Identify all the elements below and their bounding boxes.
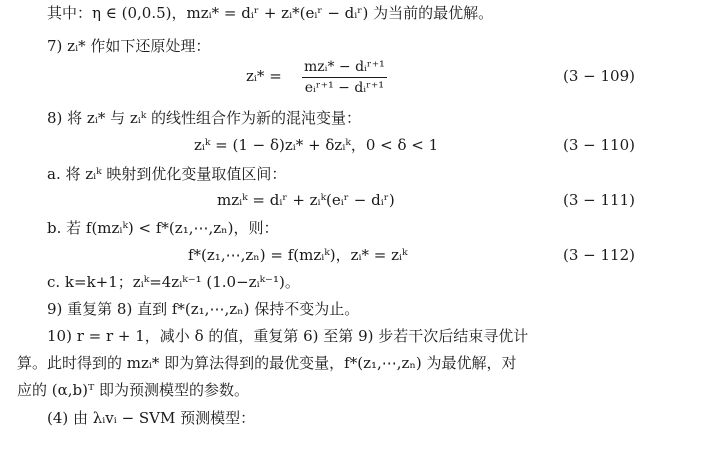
equation-3-110: zᵢᵏ = (1 − δ)zᵢ* + δzᵢᵏ，0 < δ < 1: [194, 136, 439, 154]
step-9-text: 9) 重复第 8) 直到 f*(z₁,⋯,zₙ) 保持不变为止。: [47, 300, 360, 318]
paragraph-continuation-1: 算。此时得到的 mzᵢ* 即为算法得到的最优变量，f*(z₁,⋯,zₙ) 为最优解，对: [17, 354, 517, 372]
text-line-1: 其中：η ∈ (0,0.5)，mzᵢ* = dᵢʳ + zᵢ*(eᵢʳ − dᵢʳ) 为当前的最优解。: [47, 4, 494, 22]
equation-number-3-110: (3 − 110): [563, 136, 635, 154]
paragraph-continuation-2: 应的 (α,b)ᵀ 即为预测模型的参数。: [17, 381, 250, 399]
equation-3-109-lhs: zᵢ* =: [246, 67, 282, 85]
step-7-heading: 7) zᵢ* 作如下还原处理：: [47, 37, 211, 55]
equation-3-111: mzᵢᵏ = dᵢʳ + zᵢᵏ(eᵢʳ − dᵢʳ): [217, 191, 395, 209]
equation-number-3-111: (3 − 111): [563, 191, 635, 209]
step-8-heading: 8) 将 zᵢ* 与 zᵢᵏ 的线性组合作为新的混沌变量：: [47, 109, 362, 127]
section-4-heading: (4) 由 λᵢvᵢ − SVM 预测模型：: [47, 409, 256, 427]
step-c-text: c. k=k+1；zᵢᵏ=4zᵢᵏ⁻¹ (1.0−zᵢᵏ⁻¹)。: [47, 273, 300, 291]
equation-number-3-112: (3 − 112): [563, 246, 635, 264]
fraction-numerator: mzᵢ* − dᵢʳ⁺¹: [302, 58, 387, 78]
step-a-text: a. 将 zᵢᵏ 映射到优化变量取值区间：: [47, 165, 287, 183]
step-10-text: 10) r = r + 1，减小 δ 的值，重复第 6) 至第 9) 步若干次后结束寻优计: [47, 327, 529, 345]
step-b-text: b. 若 f(mzᵢᵏ) < f*(z₁,⋯,zₙ)，则：: [47, 219, 279, 237]
equation-3-109-fraction: [302, 58, 387, 97]
equation-3-112: f*(z₁,⋯,zₙ) = f(mzᵢᵏ)，zᵢ* = zᵢᵏ: [188, 246, 408, 264]
fraction-denominator: eᵢʳ⁺¹ − dᵢʳ⁺¹: [304, 80, 384, 96]
equation-number-3-109: (3 − 109): [563, 67, 635, 85]
